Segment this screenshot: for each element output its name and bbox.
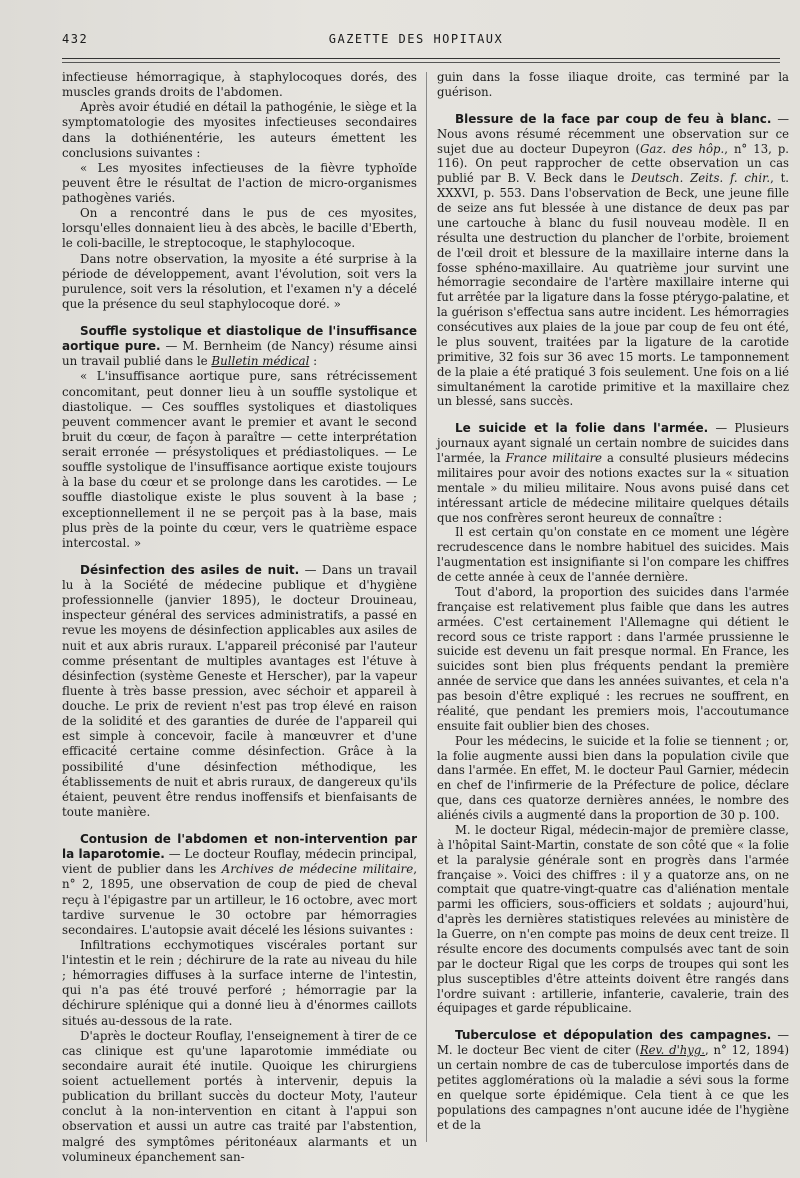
section-heading: Contusion de l'abdomen et non-intervention par la laparotomie. [62, 832, 417, 862]
section-aortic-murmur [62, 324, 417, 369]
paragraph: Pour les médecins, le suicide et la folie se tiennent ; or, la folie augmente aussi bien dans la population civile que dans l'armée. En effet, M. le docteur Paul Garnier, médecin en chef de l'infirmerie de la Préfecture de police, déclare que, dans ces quatorze dernières années, le nombre des aliénés civils a augmenté dans la proportion de 30 p. 100. [437, 733, 789, 822]
paragraph: Infiltrations ecchymotiques viscérales portant sur l'intestin et le rein ; déchirure de la rate au niveau du hile ; hémorragies diffuses à la surface interne de l'intestin, qui n'a pas été trouvé perforé ; hémorragie par la déchirure splénique qui a donné lieu à d'énormes caillots situés au-dessous de la rate. [62, 937, 417, 1028]
section-heading: Tuberculose et dépopulation des campagnes. [455, 1028, 772, 1043]
paragraph: « Les myosites infectieuses de la fièvre typhoïde peuvent être le résultat de l'action de micro-organismes pathogènes variés. [62, 160, 417, 205]
section-text: — Plusieurs journaux ayant signalé un certain nombre de suicides dans l'armée, la [437, 421, 789, 465]
section-text: — Dans un travail lu à la Société de médecine publique et d'hygiène professionnelle (janvier 1895), le docteur Drouineau, inspecteur général des services administratifs, a passé en revue les moyens de désinfection applicables aux asiles de nuit et aux abris ruraux. L'appareil préconisé par l'auteur comme présentant de multiples avantages est l'étuve à désinfection (système Geneste et Herscher), par la vapeur fluente à très basse pression, avec séchoir et appareil à douche. Le prix de revient n'est pas trop élevé en raison de la solidité et des garanties de durée de l'appareil qui est simple à concevoir, facile à manœuvrer et d'une efficacité certaine comme désinfection. Grâce à la possibilité d'une désinfection méthodique, les établissements de nuit et abris ruraux, de dangereux qu'ils étaient, peuvent être rendus inoffensifs et bienfaisants de toute manière. [62, 562, 418, 819]
paragraph: guin dans la fosse iliaque droite, cas terminé par la guérison. [437, 70, 789, 99]
section-gunshot-wound [437, 112, 789, 410]
right-column [437, 70, 789, 1132]
paragraph: Tout d'abord, la proportion des suicides dans l'armée française est relativement plus faible que dans les autres armées. C'est certainement l'Allemagne qui détient le record sous ce triste rapport : dans l'armée prussienne le suicide est devenu un fait presque normal. En France, les suicides sont bien plus fréquents pendant la première année de service que dans les années suivantes, et cela n'a pas besoin d'être expliqué : les recrues ne souffrent, en réalité, que pendant les premiers mois, l'accoutumance ensuite fait oublier bien des choses. [437, 584, 789, 733]
header-rule-thick [62, 58, 780, 59]
section-text: — Le docteur Rouflay, médecin principal, vient de publier dans les [62, 847, 417, 877]
section-text: — Nous avons résumé récemment une observation sur ce sujet due au docteur Dupeyron ( [437, 111, 790, 156]
section-text: — M. le docteur Bec vient de citer ( [437, 1028, 789, 1058]
source-title: France militaire [505, 451, 603, 465]
paragraph: infectieuse hémorragique, à staphylocoques dorés, des muscles grands droits de l'abdomen. [62, 70, 417, 100]
page-header [62, 30, 770, 50]
journal-title: GAZETTE DES HOPITAUX [328, 32, 504, 46]
paragraph: Après avoir étudié en détail la pathogénie, le siège et la symptomatologie des myosites infectieuses secondaires dans la dothiénentérie, les auteurs émettent les conclusions suivantes : [62, 100, 417, 160]
page-number: 432 [62, 32, 89, 46]
section-tuberculosis [437, 1028, 789, 1132]
source-title: Gaz. des hôp. [640, 141, 725, 156]
section-text: , n° 12, 1894) un certain nombre de cas de tuberculose importés dans de petites agglomérations où la maladie a sévi sous la forme en quelque sorte épidémique. Cela tient à ce que les populations des campagnes n'ont aucune idée de l'hygiène et de la [437, 1043, 790, 1132]
column-divider [426, 72, 427, 1142]
source-title: Bulletin médical [211, 354, 310, 369]
source-title: Archives de médecine militaire [221, 862, 414, 877]
section-abdominal-contusion [62, 832, 417, 938]
paragraph: Dans notre observation, la myosite a été surprise à la période de développement, avant l'évolution, soit vers la purulence, soit vers la résolution, et l'examen n'y a décelé que la présence du seul staphylocoque doré. » [62, 251, 417, 311]
source-title: Rev. d'hyg. [639, 1043, 706, 1058]
section-suicide-army [437, 421, 789, 525]
paragraph: M. le docteur Rigal, médecin-major de première classe, à l'hôpital Saint-Martin, constate de son côté que « la folie et la paralysie générale sont en progrès dans l'armée française ». Voici des chiffres : il y a quatorze ans, on ne comptait que quatre-vingt-quatre cas d'aliénation mentale parmi les officiers, sous-officiers et soldats ; aujourd'hui, d'après les dernières statistiques relevées au ministère de la Guerre, on n'en compte pas moins de deux cent treize. Il résulte encore des documents compulsés avec tant de soin par le docteur Rigal que les corps de troupes qui sont les plus susceptibles d'être atteints doivent être rangés dans l'ordre suivant : artillerie, infanterie, cavalerie, train des équipages et garde républicaine. [437, 822, 789, 1016]
section-text: : [309, 354, 318, 369]
section-text: , n° 2, 1895, une observation de coup de pied de cheval reçu à l'épigastre par un artilleur, le 16 octobre, avec mort tardive survenue le 30 octobre par hémorragies secondaires. L'autopsie avait décelé les lésions suivantes : [62, 862, 417, 937]
section-text: a consulté plusieurs médecins militaires pour avoir des notions exactes sur la « situation mentale » du milieu militaire. Nous avons puisé dans cet intéressant article de médecine militaire quelques détails que nos confrères seront heureux de connaître : [437, 451, 789, 525]
section-text: , t. XXXVI, p. 553. Dans l'observation de Beck, une jeune fille de seize ans fut blessée à une distance de deux pas par une cartouche à blanc du fusil nouveau modèle. Il en résulta une destruction du plancher de l'orbite, broiement de l'œil droit et blessure de la maxillaire interne dans la fosse sphéno-maxillaire. Au quatrième jour survint une hémorragie secondaire de l'artère maxillaire interne qui fut arrêtée par la ligature dans la fosse ptérygo-palatine, et la guérison s'effectua sans autre incident. Les hémorragies consécutives aux plaies de la joue par coup de feu ont été, le plus souvent, traitées par la ligature de la carotide primitive, 32 fois sur 36 avec 15 morts. Le tamponnement de la plaie a été pratiqué 3 fois seulement. Une fois on a lié simultanément la carotide primitive et la maxillaire chez un blessé, sans succès. [437, 171, 790, 409]
paragraph: Il est certain qu'on constate en ce moment une légère recrudescence dans le nombre habituel des suicides. Mais l'augmentation est insignifiante si l'on compare les chiffres de cette année à ceux de l'année dernière. [437, 525, 789, 584]
paragraph: On a rencontré dans le pus de ces myosites, lorsqu'elles donnaient lieu à des abcès, le bacille d'Eberth, le coli-bacille, le streptocoque, le staphylocoque. [62, 206, 417, 251]
section-text: , n° 13, p. 116). On peut rapprocher de cette observation un cas publié par B. V. Beck dans le [437, 141, 789, 186]
section-heading: Souffle systolique et diastolique de l'insuffisance aortique pure. [62, 324, 417, 354]
left-column [62, 70, 417, 1165]
section-text: — M. Bernheim (de Nancy) résume ainsi un travail publié dans le [62, 339, 417, 369]
section-disinfection [62, 563, 417, 820]
source-title: Deutsch. Zeits. f. chir. [631, 171, 771, 186]
section-heading: Désinfection des asiles de nuit. [80, 562, 300, 577]
paragraph: « L'insuffisance aortique pure, sans rétrécissement concomitant, peut donner lieu à un souffle systolique et diastolique. — Ces souffles systoliques et diastoliques peuvent commencer avant le premier et avant le second bruit du cœur, de façon à paraître — cette interprétation serait erronée — présystoliques et prédiastoliques. — Le souffle systolique de l'insuffisance aortique existe toujours à la base du cœur et se prolonge dans les carotides. — Le souffle diastolique existe le plus souvent à la base ; exceptionnellement il ne se perçoit pas à la base, mais plus près de la pointe du cœur, vers le quatrième espace intercostal. » [62, 369, 417, 550]
section-heading: Le suicide et la folie dans l'armée. [455, 421, 709, 436]
paragraph: D'après le docteur Rouflay, l'enseignement à tirer de ce cas clinique est qu'une laparotomie immédiate ou secondaire aurait été inutile. Quoique les chirurgiens soient actuellement portés à intervenir, depuis la publication du brillant succès du docteur Moty, l'auteur conclut à la non-intervention en citant à l'appui son observation et aussi un autre cas traité par l'abstention, malgré des symptômes péritonéaux alarmants et un volumineux épanchement san- [62, 1028, 417, 1164]
section-heading: Blessure de la face par coup de feu à blanc. [455, 111, 772, 126]
header-rule-thin [62, 62, 780, 63]
